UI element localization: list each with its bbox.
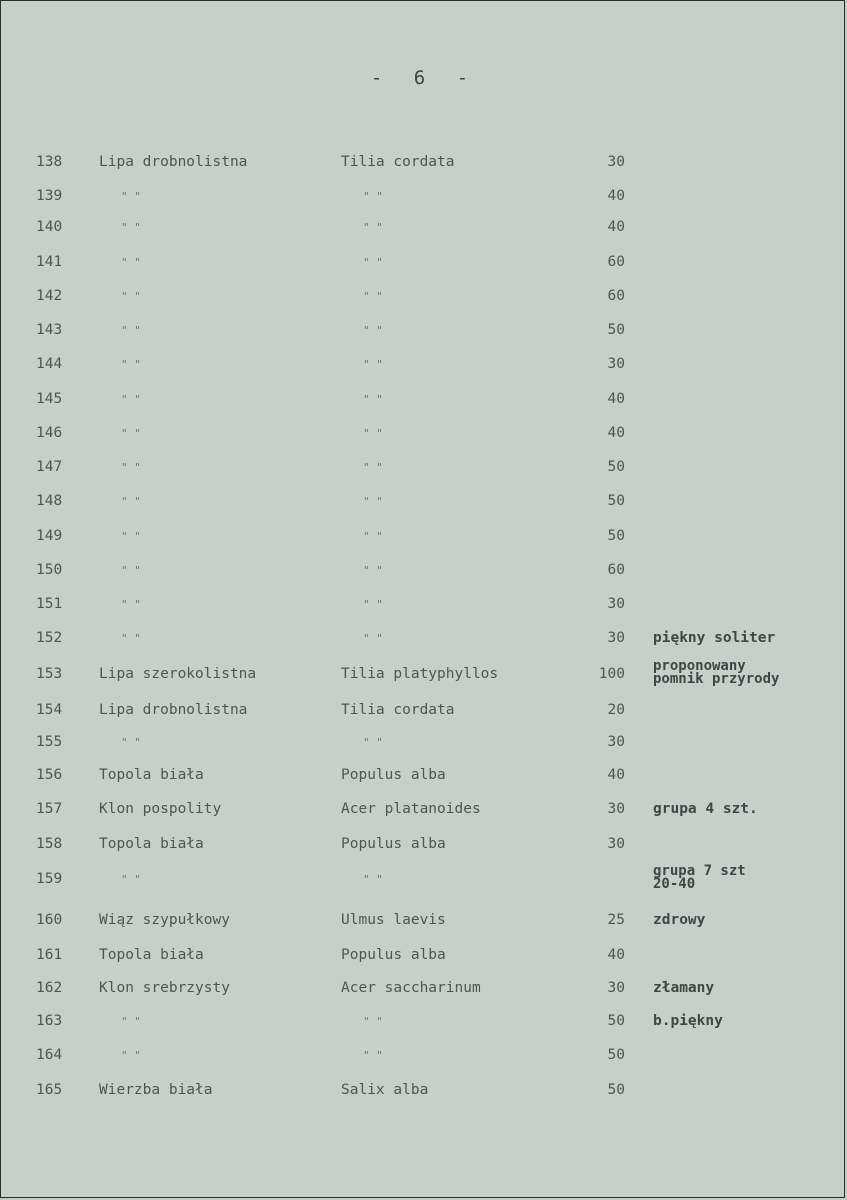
diameter-value: 60 [607, 254, 625, 270]
row-number: 156 [36, 767, 63, 783]
ditto-mark: " " [121, 290, 141, 303]
diameter-value: 40 [607, 391, 625, 407]
row-number: 139 [36, 188, 63, 204]
row-number: 142 [36, 288, 63, 304]
ditto-mark: " " [121, 324, 141, 337]
row-number: 159 [36, 871, 63, 887]
latin-name: Populus alba [341, 767, 446, 783]
table-row [1, 734, 846, 762]
row-number: 155 [36, 734, 63, 750]
remark: piękny soliter [653, 630, 776, 646]
table-row [1, 493, 846, 521]
latin-name: Tilia cordata [341, 154, 455, 170]
table-row [1, 596, 846, 624]
table-row [1, 836, 846, 864]
polish-name: Lipa drobnolistna [99, 154, 248, 170]
polish-name: Topola biała [99, 947, 204, 963]
table-row [1, 154, 846, 182]
table-row [1, 188, 846, 216]
ditto-mark: " " [363, 190, 383, 203]
ditto-mark: " " [363, 530, 383, 543]
ditto-mark: " " [121, 358, 141, 371]
row-number: 148 [36, 493, 63, 509]
row-number: 144 [36, 356, 63, 372]
diameter-value: 30 [607, 596, 625, 612]
diameter-value: 50 [607, 1082, 625, 1098]
polish-name: Wierzba biała [99, 1082, 213, 1098]
ditto-mark: " " [363, 290, 383, 303]
ditto-mark: " " [121, 632, 141, 645]
ditto-mark: " " [121, 564, 141, 577]
row-number: 153 [36, 666, 63, 682]
table-row [1, 658, 846, 694]
ditto-mark: " " [363, 324, 383, 337]
row-number: 151 [36, 596, 63, 612]
diameter-value: 50 [607, 1013, 625, 1029]
ditto-mark: " " [121, 736, 141, 749]
table-row [1, 947, 846, 975]
latin-name: Populus alba [341, 836, 446, 852]
table-row [1, 630, 846, 658]
ditto-mark: " " [121, 873, 141, 886]
ditto-mark: " " [121, 427, 141, 440]
table-row [1, 1013, 846, 1041]
diameter-value: 20 [607, 702, 625, 718]
polish-name: Lipa drobnolistna [99, 702, 248, 718]
remark: grupa 7 szt 20-40 [653, 863, 746, 892]
page-number: - 6 - [370, 67, 479, 89]
row-number: 161 [36, 947, 63, 963]
latin-name: Tilia cordata [341, 702, 455, 718]
row-number: 152 [36, 630, 63, 646]
ditto-mark: " " [121, 1015, 141, 1028]
ditto-mark: " " [363, 632, 383, 645]
row-number: 145 [36, 391, 63, 407]
row-number: 165 [36, 1082, 63, 1098]
ditto-mark: " " [363, 461, 383, 474]
ditto-mark: " " [121, 393, 141, 406]
diameter-value: 30 [607, 630, 625, 646]
ditto-mark: " " [363, 427, 383, 440]
table-row [1, 288, 846, 316]
row-number: 162 [36, 980, 63, 996]
diameter-value: 40 [607, 219, 625, 235]
polish-name: Klon pospolity [99, 801, 222, 817]
ditto-mark: " " [121, 530, 141, 543]
diameter-value: 30 [607, 356, 625, 372]
latin-name: Acer saccharinum [341, 980, 481, 996]
ditto-mark: " " [363, 358, 383, 371]
diameter-value: 40 [607, 188, 625, 204]
table-row [1, 980, 846, 1008]
remark: zdrowy [653, 912, 706, 928]
diameter-value: 30 [607, 801, 625, 817]
diameter-value: 30 [607, 836, 625, 852]
ditto-mark: " " [121, 256, 141, 269]
latin-name: Salix alba [341, 1082, 429, 1098]
diameter-value: 60 [607, 562, 625, 578]
table-row [1, 1082, 846, 1110]
row-number: 160 [36, 912, 63, 928]
table-row [1, 254, 846, 282]
ditto-mark: " " [363, 736, 383, 749]
diameter-value: 25 [607, 912, 625, 928]
diameter-value: 50 [607, 528, 625, 544]
ditto-mark: " " [363, 1049, 383, 1062]
table-row [1, 459, 846, 487]
table-row [1, 863, 846, 899]
remark: grupa 4 szt. [653, 801, 758, 817]
diameter-value: 50 [607, 322, 625, 338]
table-row [1, 356, 846, 384]
diameter-value: 30 [607, 980, 625, 996]
row-number: 147 [36, 459, 63, 475]
row-number: 154 [36, 702, 63, 718]
ditto-mark: " " [363, 256, 383, 269]
diameter-value: 100 [598, 666, 625, 682]
ditto-mark: " " [121, 461, 141, 474]
diameter-value: 50 [607, 493, 625, 509]
row-number: 164 [36, 1047, 63, 1063]
latin-name: Ulmus laevis [341, 912, 446, 928]
row-number: 158 [36, 836, 63, 852]
table-row [1, 1047, 846, 1075]
table-row [1, 702, 846, 730]
table-row [1, 425, 846, 453]
table-row [1, 391, 846, 419]
table-row [1, 801, 846, 829]
ditto-mark: " " [121, 495, 141, 508]
polish-name: Wiąz szypułkowy [99, 912, 230, 928]
remark: złamany [653, 980, 715, 996]
table-row [1, 528, 846, 556]
row-number: 163 [36, 1013, 63, 1029]
ditto-mark: " " [363, 873, 383, 886]
table-row [1, 767, 846, 795]
ditto-mark: " " [363, 564, 383, 577]
row-number: 141 [36, 254, 63, 270]
latin-name: Populus alba [341, 947, 446, 963]
diameter-value: 30 [607, 734, 625, 750]
remark: proponowany pomnik przyrody [653, 658, 780, 687]
row-number: 149 [36, 528, 63, 544]
ditto-mark: " " [121, 598, 141, 611]
ditto-mark: " " [363, 598, 383, 611]
row-number: 143 [36, 322, 63, 338]
diameter-value: 40 [607, 947, 625, 963]
ditto-mark: " " [121, 1049, 141, 1062]
diameter-value: 50 [607, 1047, 625, 1063]
latin-name: Acer platanoides [341, 801, 481, 817]
row-number: 146 [36, 425, 63, 441]
polish-name: Klon srebrzysty [99, 980, 230, 996]
diameter-value: 30 [607, 154, 625, 170]
ditto-mark: " " [363, 221, 383, 234]
row-number: 157 [36, 801, 63, 817]
row-number: 138 [36, 154, 63, 170]
row-number: 140 [36, 219, 63, 235]
table-row [1, 912, 846, 940]
diameter-value: 40 [607, 767, 625, 783]
table-row [1, 322, 846, 350]
ditto-mark: " " [121, 190, 141, 203]
ditto-mark: " " [363, 393, 383, 406]
polish-name: Topola biała [99, 767, 204, 783]
diameter-value: 50 [607, 459, 625, 475]
latin-name: Tilia platyphyllos [341, 666, 499, 682]
row-number: 150 [36, 562, 63, 578]
table-row [1, 219, 846, 247]
table-row [1, 562, 846, 590]
diameter-value: 40 [607, 425, 625, 441]
ditto-mark: " " [363, 495, 383, 508]
remark: b.piękny [653, 1013, 723, 1029]
ditto-mark: " " [121, 221, 141, 234]
polish-name: Topola biała [99, 836, 204, 852]
diameter-value: 60 [607, 288, 625, 304]
ditto-mark: " " [363, 1015, 383, 1028]
polish-name: Lipa szerokolistna [99, 666, 257, 682]
